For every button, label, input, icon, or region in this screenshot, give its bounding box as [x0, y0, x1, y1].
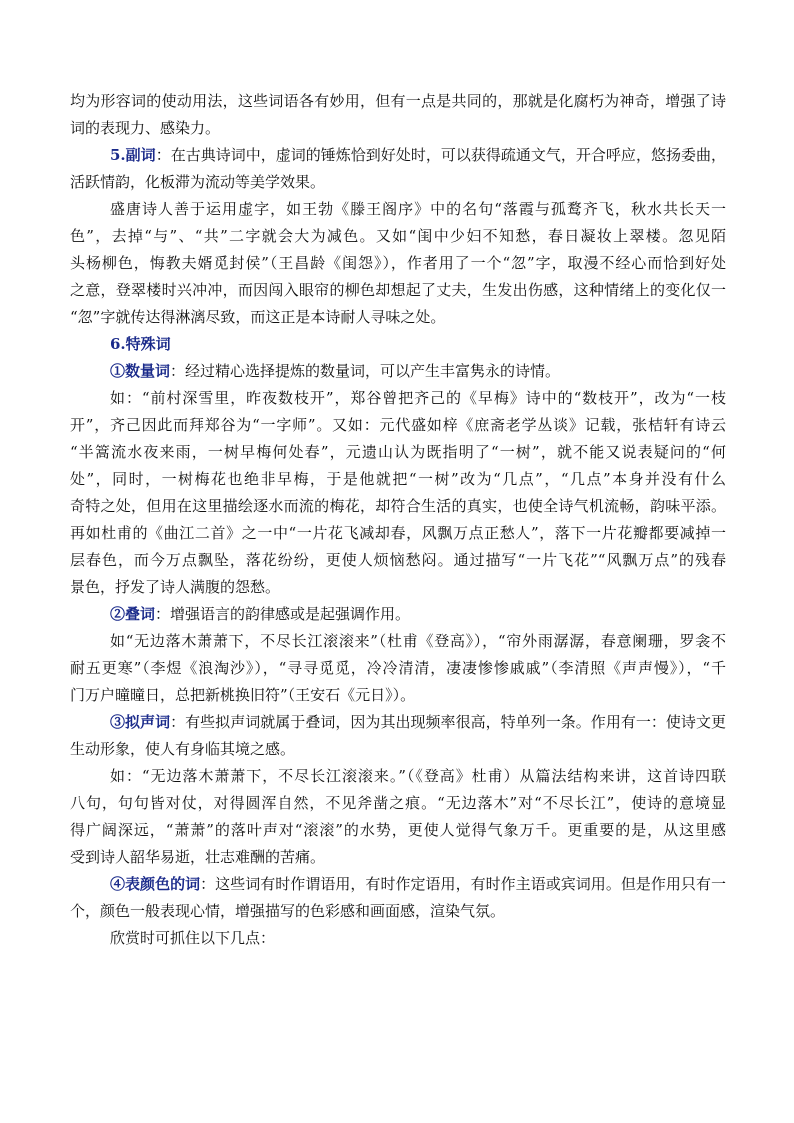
section-6-heading: 6.特殊词 [110, 335, 171, 353]
section-5-text: ：在古典诗词中，虚词的锤炼恰到好处时，可以获得疏通文气，开合呼应，悠扬委曲， [155, 146, 726, 164]
paragraph-line: 个，颜色一般表现心情，增强描写的色彩感和画面感，渲染气氛。 [70, 902, 506, 920]
paragraph-line: 奇特之处，但用在这里描绘逐水而流的梅花，却符合生活的真实，也使全诗气机流畅，韵味平添。 [70, 497, 726, 515]
section-6-line [70, 331, 726, 358]
paragraph-line: “半篙流水夜来雨，一树早梅何处春”，元遗山认为既指明了“一树”，就不能又说表疑问的“何 [70, 443, 726, 461]
paragraph-line: 如：“前村深雪里，昨夜数枝开”，郑谷曾把齐己的《早梅》诗中的“数枝开”，改为“一枝 [110, 389, 726, 407]
paragraph-line: 如“无边落木萧萧下，不尽长江滚滚来”（杜甫《登高》），“帘外雨潺潺，春意阑珊，罗衾不 [110, 632, 726, 650]
subsection-4-text: ：这些词有时作谓语用，有时作定语用，有时作主语或宾词用。但是作用只有一 [200, 875, 726, 893]
paragraph-line: 景色，抒发了诗人满腹的怨愁。 [70, 578, 281, 596]
paragraph-line: 处”，同时，一树梅花也绝非早梅，于是他就把“一树”改为“几点”，“几点”本身并没有什么 [70, 470, 726, 488]
paragraph-line: 色”，去掉“与”、“共”二字就会大为减色。又如“闺中少妇不知愁，春日凝妆上翠楼。忽见陌 [70, 227, 726, 245]
subsection-4-line [70, 871, 726, 898]
paragraph-line: 盛唐诗人善于运用虚字，如王勃《滕王阁序》中的名句“落霞与孤鹜齐飞，秋水共长天一 [110, 200, 726, 218]
subsection-3-text: ：有些拟声词就属于叠词，因为其出现频率很高，特单列一条。作用有一：使诗文更 [170, 713, 726, 731]
subsection-2-heading: ②叠词 [110, 605, 156, 623]
subsection-1-line [70, 358, 726, 385]
paragraph-line: 门万户曈曈日，总把新桃换旧符”（王安石《元日》）。 [70, 686, 416, 704]
paragraph-line: “忽”字就传达得淋漓尽致，而这正是本诗耐人寻味之处。 [70, 308, 446, 326]
section-5-line [70, 142, 726, 169]
paragraph-line: 词的表现力、感染力。 [70, 119, 221, 137]
subsection-4-heading: ④表颜色的词 [110, 875, 201, 893]
paragraph-line: 层春色，而今万点飘坠，落花纷纷，更使人烦恼愁闷。通过描写“一片飞花”“风飘万点”的残春 [70, 551, 726, 569]
paragraph-line: 八句，句句皆对仗，对得圆浑自然，不见斧凿之痕。“无边落木”对“不尽长江”，使诗的意境显 [70, 794, 726, 812]
paragraph-line: 活跃情韵，化板滞为流动等美学效果。 [70, 173, 326, 191]
paragraph-line: 欣赏时可抓住以下几点： [110, 929, 276, 947]
paragraph-line: 均为形容词的使动用法，这些词语各有妙用，但有一点是共同的，那就是化腐朽为神奇，增强了诗 [70, 92, 726, 110]
subsection-1-text: ：经过精心选择提炼的数量词，可以产生丰富隽永的诗情。 [170, 362, 561, 380]
subsection-2-text: ：增强语言的韵律感或是起强调作用。 [155, 605, 411, 623]
paragraph-line: 受到诗人韶华易逝，壮志难酬的苦痛。 [70, 848, 326, 866]
paragraph-line: 生动形象，使人有身临其境之感。 [70, 740, 296, 758]
paragraph-line: 耐五更寒”（李煜《浪淘沙》），“寻寻觅觅，冷冷清清，凄凄惨惨戚戚”（李清照《声声慢》），“千 [70, 659, 726, 677]
paragraph-line: 开”，齐己因此而拜郑谷为“一字师”。又如：元代盛如梓《庶斋老学丛谈》记载，张桔轩有诗云 [70, 416, 726, 434]
subsection-3-heading: ③拟声词 [110, 713, 171, 731]
paragraph-line: 之意，登翠楼时兴冲冲，而因闯入眼帘的柳色却想起了丈夫，生发出伤感，这种情绪上的变化仅一 [70, 281, 726, 299]
subsection-2-line [70, 601, 726, 628]
subsection-1-heading: ①数量词 [110, 362, 171, 380]
paragraph-line: 再如杜甫的《曲江二首》之一中“一片花飞减却春，风飘万点正愁人”，落下一片花瓣都要减掉一 [70, 524, 726, 542]
paragraph-line: 头杨柳色，悔教夫婿觅封侯”（王昌龄《闺怨》），作者用了一个“忽”字，取漫不经心而恰到好处 [70, 254, 726, 272]
section-5-heading: 5.副词 [110, 146, 156, 164]
subsection-3-line [70, 709, 726, 736]
document-page [70, 88, 726, 952]
paragraph-line: 如：“无边落木萧萧下，不尽长江滚滚来。”（《登高》杜甫）从篇法结构来讲，这首诗四联 [110, 767, 726, 785]
paragraph-line: 得广阔深远，“萧萧”的落叶声对“滚滚”的水势，更使人觉得气象万千。更重要的是，从这里感 [70, 821, 726, 839]
